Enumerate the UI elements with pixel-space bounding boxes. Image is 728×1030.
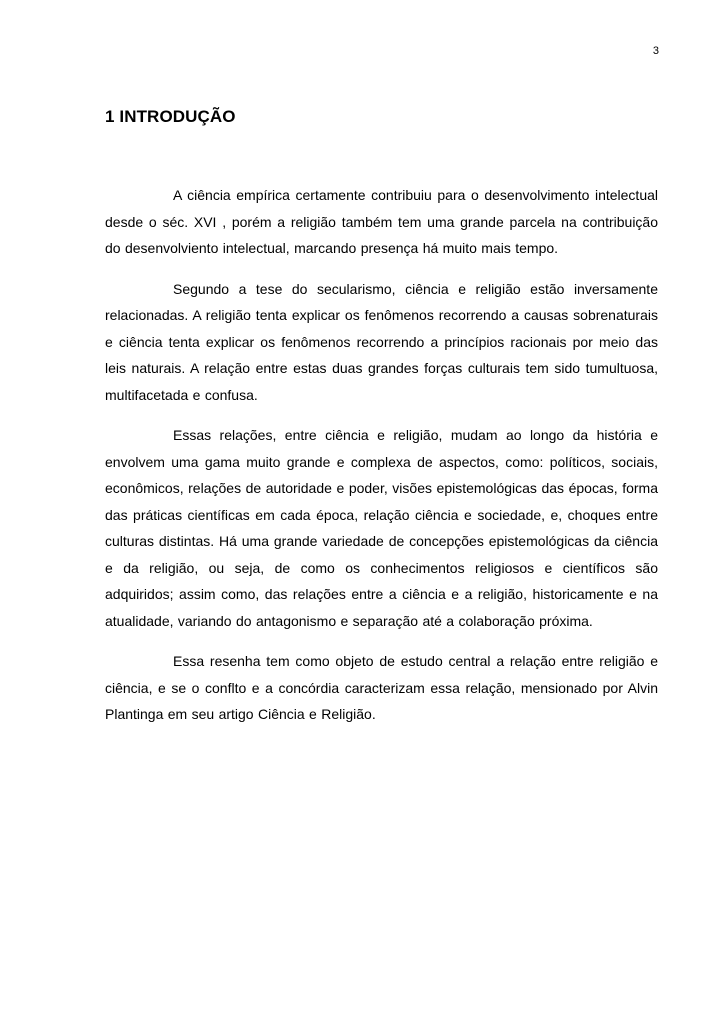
- paragraph-4: Essa resenha tem como objeto de estudo central a relação entre religião e ciência, e se o conflto e a concórdia caracterizam essa relação, mensionado por Alvin Plantinga em seu artigo Ciência e Religião.: [105, 653, 658, 722]
- body-text: [105, 182, 658, 742]
- paragraph-1: A ciência empírica certamente contribuiu para o desenvolvimento intelectual desde o séc. XVI , porém a religião também tem uma grande parcela na contribuição do desenvolviento intelectual, marcando presença há muito mais tempo.: [105, 187, 658, 256]
- paragraph-2: Segundo a tese do secularismo, ciência e religião estão inversamente relacionadas. A religião tenta explicar os fenômenos recorrendo a causas sobrenaturais e ciência tenta explicar os fenômenos recorrendo a princípios racionais por meio das leis naturais. A relação entre estas duas grandes forças culturais tem sido tumultuosa, multifacetada e confusa.: [105, 280, 658, 403]
- paragraph-3: Essas relações, entre ciência e religião, mudam ao longo da história e envolvem uma gama muito grande e complexa de aspectos, como: políticos, sociais, econômicos, relações de autoridade e poder, visões epistemológicas das épocas, forma das práticas científicas em cada época, relação ciência e sociedade, e, choques entre culturas distintas. Há uma grande variedade de concepções epistemológicas da ciência e da religião, ou seja, de como os conhecimentos religiosos e científicos são adquiridos; assim como, das relações entre a ciência e a religião, historicamente e na atualidade, variando do antagonismo e separação até a colaboração próxima.: [105, 427, 658, 629]
- page-number: 3: [652, 45, 659, 57]
- section-heading: 1 INTRODUÇÃO: [105, 107, 236, 126]
